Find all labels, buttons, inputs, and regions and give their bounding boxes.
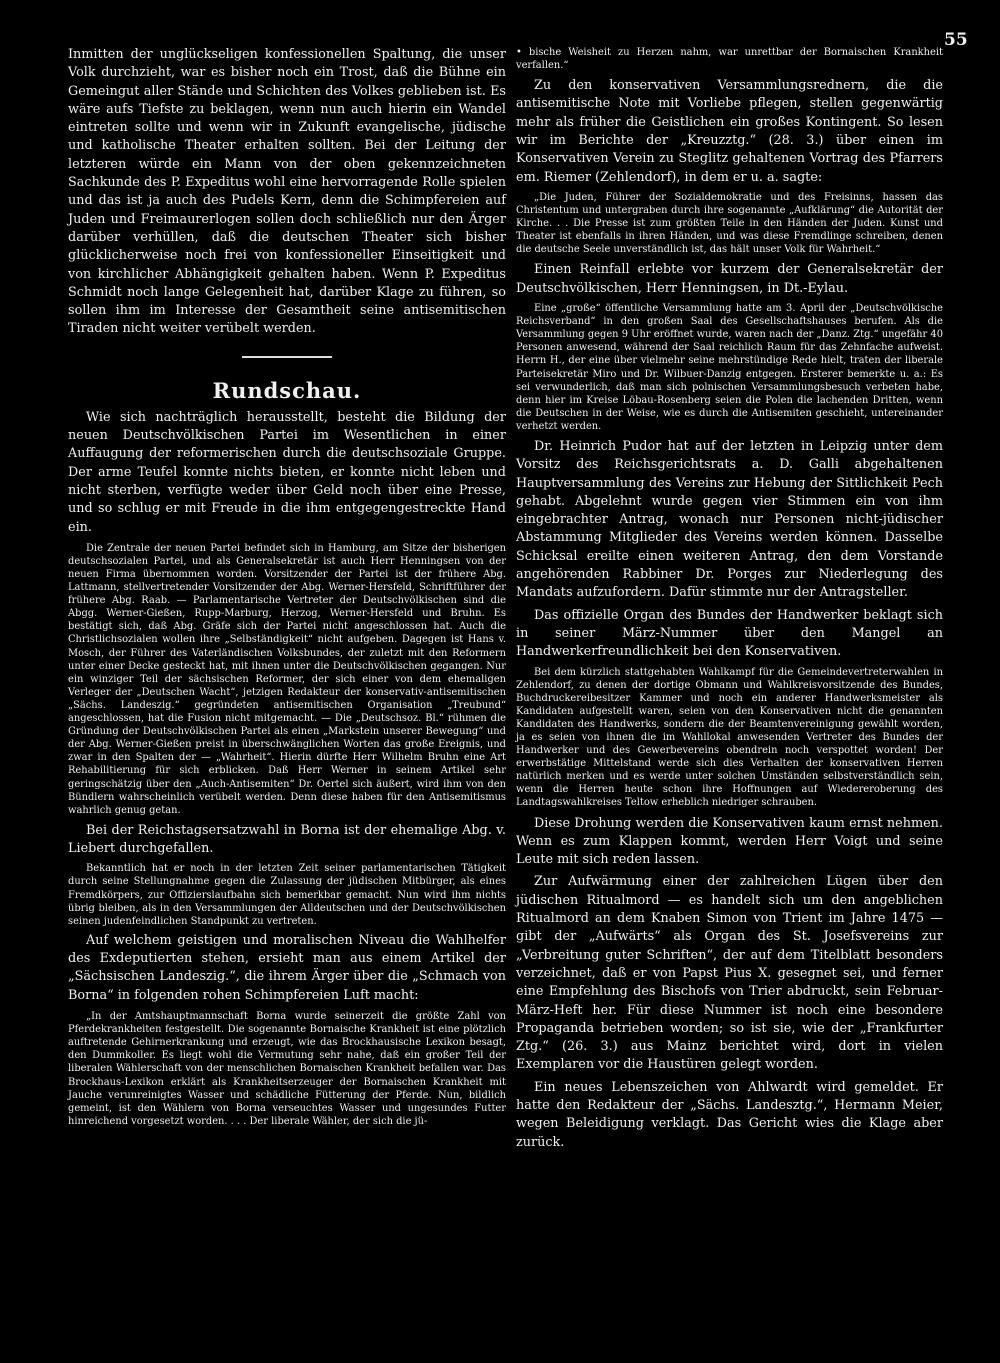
section-heading: Rundschau. [212, 377, 362, 403]
eylau-meeting-paragraph: Eine „große“ öffentliche Versammlung hatte am 3. April der „Deutschvölkische Reichsverband“ in den großen Saal des Gesellschaftshauses berufen. Als die Versammlung gegen 9 Uhr eröffnet wurde, waren nach der „Danz. Ztg.“ ungefähr 40 Personen anwesend, während der Saal reichlich Raum für das Zehnfache aufweist. Herrn H., der eine über vielmehr seine mehrstündige Rede hielt, traten der liberale Parteisekretär Miro und Dr. Wilbuer-Danzig entgegen. Ersterer bemerkte u. a.: Es sei verwunderlich, daß man sich polnischen Versammlungsbesuch verbeten habe, denn hier im Kreise Löbau-Rosenberg seien die Polen die lachenden Dritten, wenn die Deutschen in der Weise, wie es durch die Antisemiten geschieht, untereinander verhetzt werden. [516, 303, 943, 432]
clergy-paragraph: Zu den konservativen Versammlungsrednern, die die antisemitische Note mit Vorliebe pflegen, stellen gegenwärtig mehr als früher die Geistlichen ein großes Kontingent. So lesen wir im Berichte der „Kreuzztg.“ (28. 3.) über einen im Konservativen Verein zu Steglitz gehaltenen Vortrag des Pfarrers em. Riemer (Zehlendorf), in dem er u. a. sagte: [516, 78, 943, 185]
handwerker-paragraph: Das offizielle Organ des Bundes der Handwerker beklagt sich in seiner März-Nummer über den Mangel an Handwerkerfreundlichkeit bei den Konservativen. [516, 607, 943, 660]
zehlendorf-paragraph: Bei dem kürzlich stattgehabten Wahlkampf für die Gemeindevertreterwahlen in Zehlendorf, zu denen der dortige Obmann und Wahlkreisvorsitzende des Bundes, Buchdruckereibesitzer Kammer und noch ein anderer Handwerksmeister als Kandidaten aufgestellt waren, seien von den Konservativen nicht die genannten Kandidaten des Handwerks, sondern die der Beamtenvereinigung gewählt worden, ja es seien von ihnen die im Wahllokal anwesenden Vertreter des Bundes der Handwerker und des Gewerbevereins obendrein noch verspottet worden! Der erwerbstätige Mittelstand werde sich dies Verhalten der konservativen Herren natürlich merken und es werde unter solchen Umständen selbstverständlich sein, wenn die Herren heute schon ihre Hoffnungen auf Wiedereroberung des Landtagswahlkreises Teltow erheblich niedriger schrauben. [516, 666, 943, 809]
wahlhelfer-paragraph: Auf welchem geistigen und moralischen Niveau die Wahlhelfer des Exdeputierten stehen, ersieht man aus einem Artikel der „Sächsischen Landeszig.“, die ihrem Ärger über die „Schmach von Borna“ in folgenden rohen Schimpfereien Luft macht: [68, 932, 506, 1003]
riemer-quote: „Die Juden, Führer der Sozialdemokratie und des Freisinns, hassen das Christentum und untergraben durch ihre sogenannte „Aufklärung“ die Autorität der Kirche. . . Die Presse ist zum größten Teile in den Händen der Juden. Kunst und Theater ist ebenfalls in ihren Händen, und was diese Fremdlinge schreiben, denen die deutsche Seele unverständlich ist, das hält unser Volk für Wahrheit.“ [516, 191, 943, 256]
party-paragraph: Wie sich nachträglich herausstellt, besteht die Bildung der neuen Deutschvölkischen Partei im Wesentlichen in einer Auffaugung der reformerischen durch die deutschsoziale Gruppe. Der arme Teufel konnte nichts bieten, er konnte nicht leben und nicht sterben, verfügte weder über Geld noch über eine Presse, und so schlug er mit Freude in die ihm entgegengestreckte Hand ein. [68, 409, 506, 535]
page-number: 55 [944, 30, 968, 50]
ritualmord-paragraph: Zur Aufwärmung einer der zahlreichen Lügen über den jüdischen Ritualmord — es handelt sich um den angeblichen Ritualmord an dem Knaben Simon von Trient im Jahre 1475 — gibt der „Aufwärts“ als Organ des St. Josefsvereins zur „Verbreitung guter Schriften“, der auf dem Titelblatt besonders verzeichnet, daß er von Papst Pius X. gesegnet sei, und ferner eine Empfehlung des Bischofs von Trier abdruckt, sein Februar-März-Heft her. Für diese Nummer ist noch eine besondere Propaganda betrieben worden; so ist sie, wie der „Frankfurter Ztg.“ (26. 3.) aus Mainz berichtet wird, dort in vielen Exemplaren vor die Haustüren gelegt worden. [516, 874, 943, 1073]
henningsen-paragraph: Einen Reinfall erlebte vor kurzem der Generalsekretär der Deutschvölkischen, Herr Henningsen, in Dt.-Eylau. [516, 262, 943, 296]
right-column [516, 46, 943, 1152]
drohung-paragraph: Diese Drohung werden die Konservativen kaum ernst nehmen. Wenn es zum Klappen kommt, werden Herr Voigt und seine Leute mit sich reden lassen. [516, 815, 943, 868]
quote-continuation: • bische Weisheit zu Herzen nahm, war unrettbar der Bornaischen Krankheit verfallen.“ [516, 47, 943, 72]
left-column [68, 46, 506, 1128]
ahlwardt-paragraph: Ein neues Lebenszeichen von Ahlwardt wird gemeldet. Er hatte den Redakteur der „Sächs. Landesztg.“, Hermann Meier, wegen Beleidigung verklagt. Das Gericht wies die Klage aber zurück. [516, 1079, 943, 1150]
borna-election-paragraph: Bei der Reichstagsersatzwahl in Borna ist der ehemalige Abg. v. Liebert durchgefallen. [68, 822, 506, 857]
liebert-paragraph: Bekanntlich hat er noch in der letzten Zeit seiner parlamentarischen Tätigkeit durch seine Stellungnahme gegen die Zulassung der jüdischen Mitbürger, als eines Fremdkörpers, zur Offizierslaufbahn sich bemerkbar gemacht. Nun wird ihm nichts übrig bleiben, als in den Versammlungen der Alldeutschen und der Deutschvölkischen seinen judenfeindlichen Standpunkt zu vertreten. [68, 863, 506, 927]
party-details-paragraph: Die Zentrale der neuen Partei befindet sich in Hamburg, am Sitze der bisherigen deutschsozialen Partei, und als Generalsekretär ist auch Herr Henningsen von der neuen Firma übernommen worden. Vorsitzender der Partei ist der frühere Abg. Lattmann, stellvertretender Vorsitzender der Abg. Werner-Hersfeld, Schriftführer der frühere Abg. Raab. — Parlamentarische Vertreter der Deutschvölkischen sind die Abgg. Werner-Gießen, Rupp-Marburg, Herzog, Werner-Hersfeld und Bruhn. Es bestätigt sich, daß Abg. Gräfe sich der Partei nicht angeschlossen hat. Auch die Christlichsozialen wollen ihre „Selbständigkeit“ nicht aufgeben. Dagegen ist Hans v. Mosch, der Führer des Vaterländischen Volksbundes, der zuletzt mit den Reformern unter einer Decke gesteckt hat, mit ihnen unter die Deutschvölkischen gegangen. Nur ein winziger Teil der sächsischen Reformer, der sich einer von dem ehemaligen Verleger der „Deutschen Wacht“, jetzigen Redakteur der konservativ-antisemitischen „Sächs. Landeszig.“ gegründeten antisemitischen Organisation „Treubund“ angeschlossen, hat die Fusion nicht mitgemacht. — Die „Deutschsoz. Bl.“ rühmen die Gründung der Deutschvölkischen Partei als einen „Markstein unserer Bewegung“ und der Abg. Werner-Gießen preist in überschwänglichen Worten das große Ereignis, und zwar in den Spalten der — „Wahrheit“. Hierin dürfte Herr Wilhelm Bruhn eine Art Rehabilitierung für sich erblicken. Daß Herr Werner in seinem Artikel sehr geringschätzig über den „Auch-Antisemiten“ Dr. Oertel sich äußert, wird ihm von den Bündlern wahrscheinlich verübelt werden. Denn diese haben für den Antisemitismus wahrlich genug getan. [68, 542, 506, 816]
borna-quote-paragraph: „In der Amtshauptmannschaft Borna wurde seinerzeit die größte Zahl von Pferdekrankheiten festgestellt. Die sogenannte Bornaische Krankheit ist eine plötzlich auftretende Gehirnerkrankung und erzeugt, wie das Brockhausische Lexikon besagt, den Dummkoller. Es liegt wohl die Vermutung sehr nahe, daß ein großer Teil der liberalen Wählerschaft von der menschlichen Bornaischen Krankheit befallen war. Das Brockhaus-Lexikon erklärt als Krankheitserzeuger der Bornaischen Krankheit mit Jauche verunreinigtes Wasser und schädliche Fütterung der Pferde. Nun, bildlich gemeint, ist den Wählern von Borna verseuchtes Wasser und ungesundes Futter hinreichend vorgesetzt worden. . . . Der liberale Wähler, der sich die jü- [68, 1011, 506, 1127]
pudor-paragraph: Dr. Heinrich Pudor hat auf der letzten in Leipzig unter dem Vorsitz des Reichsgerichtsrats a. D. Galli abgehaltenen Hauptversammlung des Vereins zur Hebung der Sittlichkeit Pech gehabt. Abgelehnt wurde gegen vier Stimmen ein von ihm eingebrachter Antrag, wonach nur Personen nicht-jüdischer Abstammung Mitglieder des Vereins werden können. Dasselbe Schicksal ereilte einen weiteren Antrag, den dem Vorstande angehörenden Rabbiner Dr. Porges zur Niederlegung des Mandats aufzufordern. Dafür stimmte nur der Antragsteller. [516, 438, 943, 601]
theater-paragraph: Inmitten der unglückseligen konfessionellen Spaltung, die unser Volk durchzieht, war es bisher noch ein Trost, daß die Bühne ein Gemeingut aller Stände und Schichten des Volkes geblieben ist. Es wäre aufs Tiefste zu beklagen, wenn nun auch hierin ein Wandel eintreten sollte und wenn wir in Zukunft evangelische, jüdische und katholische Theater erhalten sollten. Bei der Leitung der letzteren würde ein Mann von der oben gekennzeichneten Sachkunde des P. Expeditus wohl eine hervorragende Rolle spielen und das ist ja auch des Pudels Kern, denn die Schimpfereien auf Juden und Freimaurerlogen sollen doch schließlich nur den Ärger darüber verhüllen, daß die deutschen Theater sich bisher glücklicherweise noch frei von konfessioneller Einseitigkeit und von kirchlicher Abhängigkeit gehalten haben. Wenn P. Expeditus Schmidt noch lange Gelegenheit hat, darüber Klage zu führen, so sollen ihm im Interesse der Gesamtheit seine antisemitischen Tiraden nicht weiter verübelt werden. [68, 47, 506, 337]
section-divider [242, 356, 332, 358]
